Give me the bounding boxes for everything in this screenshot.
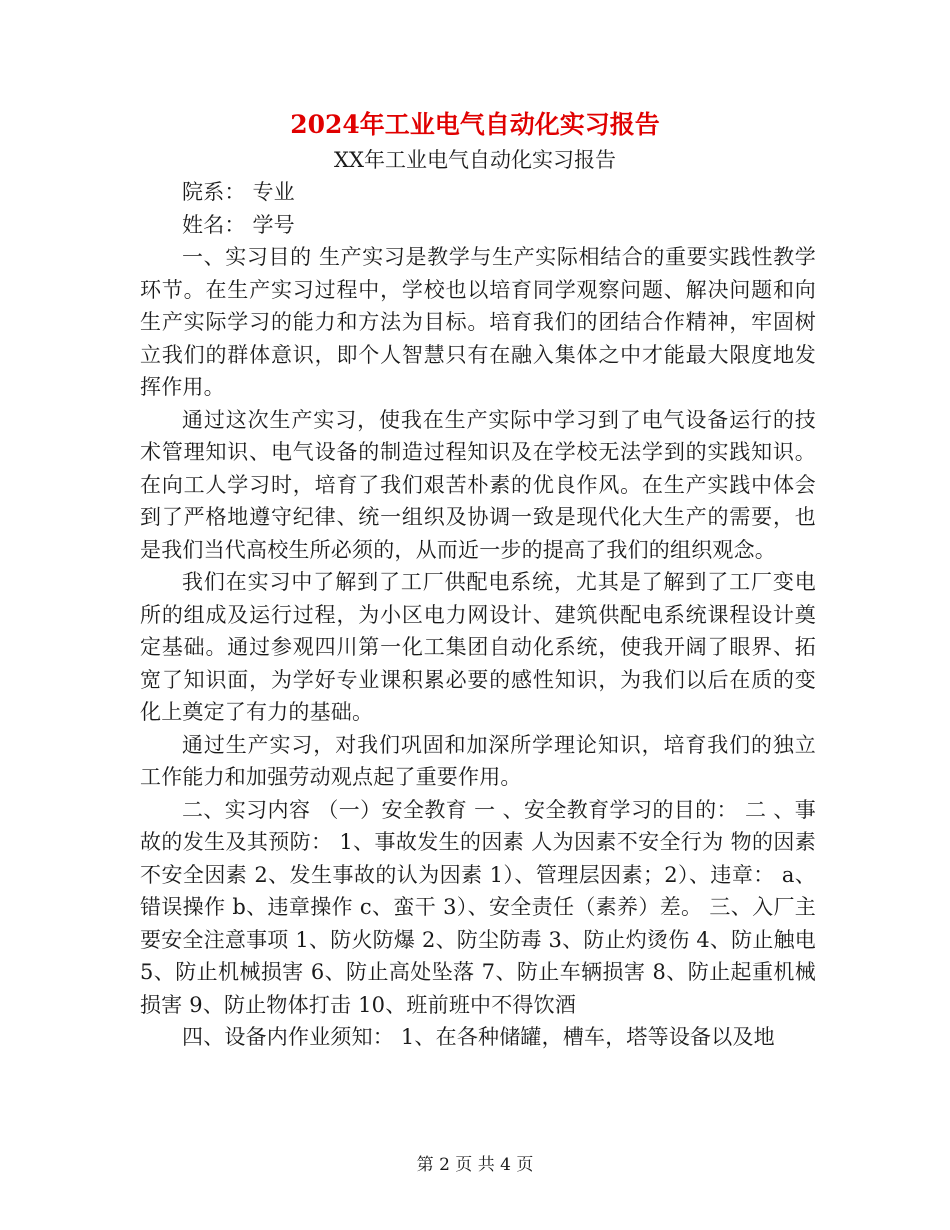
paragraph-power-system: 我们在实习中了解到了工厂供配电系统，尤其是了解到了工厂变电所的组成及运行过程，为小区电力网设计、建筑供配电系统课程设计奠定基础。通过参观四川第一化工集团自动化系统，使我开阔了眼界、拓宽了知识面，为学好专业课积累必要的感性知识，为我们以后在质的变化上奠定了有力的基础。 — [140, 570, 816, 724]
document-subtitle: XX年工业电气自动化实习报告 — [334, 148, 616, 172]
paragraph-summary: 通过生产实习，对我们巩固和加深所学理论知识，培育我们的独立工作能力和加强劳动观点起了重要作用。 — [140, 732, 816, 789]
document-title: 2024年工业电气自动化实习报告 — [290, 110, 660, 139]
page-number-footer: 第 2 页 共 4 页 — [416, 1155, 534, 1175]
paragraph-learning: 通过这次生产实习，使我在生产实际中学习到了电气设备运行的技术管理知识、电气设备的制造过程知识及在学校无法学到的实践知识。在向工人学习时，培育了我们艰苦朴素的优良作风。在生产实践中体会到了严格地遵守纪律、统一组织及协调一致是现代化大生产的需要，也是我们当代高校生所必须的，从而近一步的提高了我们的组织观念。 — [140, 407, 816, 562]
paragraph-content-safety: 二、实习内容 （一）安全教育 一 、安全教育学习的目的： 二 、事故的发生及其预防： 1、事故发生的因素 人为因素不安全行为 物的因素不安全因素 2、发生事故的认为因素 1）、管理层因素；2）、违章： a、错误操作 b、违章操作 c、蛮干 3）、安全责任（素养）差。 三、入厂主要安全注意事项 1、防火防爆 2、防尘防毒 3、防止灼烫伤 4、防止触电 5、防止机械损害 6、防止高处坠落 7、防止车辆损害 8、防止起重机械损害 9、防止物体打击 10、班前班中不得饮酒 — [140, 797, 816, 1017]
field-department-major: 院系： 专业 — [182, 180, 295, 204]
document-body — [140, 176, 816, 1054]
paragraph-purpose: 一、实习目的 生产实习是教学与生产实际相结合的重要实践性教学环节。在生产实习过程中，学校也以培育同学观察问题、解决问题和向生产实际学习的能力和方法为目标。培育我们的团结合作精神，牢固树立我们的群体意识，即个人智慧只有在融入集体之中才能最大限度地发挥作用。 — [140, 245, 816, 399]
field-name-student-id: 姓名： 学号 — [182, 212, 295, 237]
paragraph-equipment-notice: 四、设备内作业须知： 1、在各种储罐，槽车，塔等设备以及地 — [182, 1025, 775, 1049]
